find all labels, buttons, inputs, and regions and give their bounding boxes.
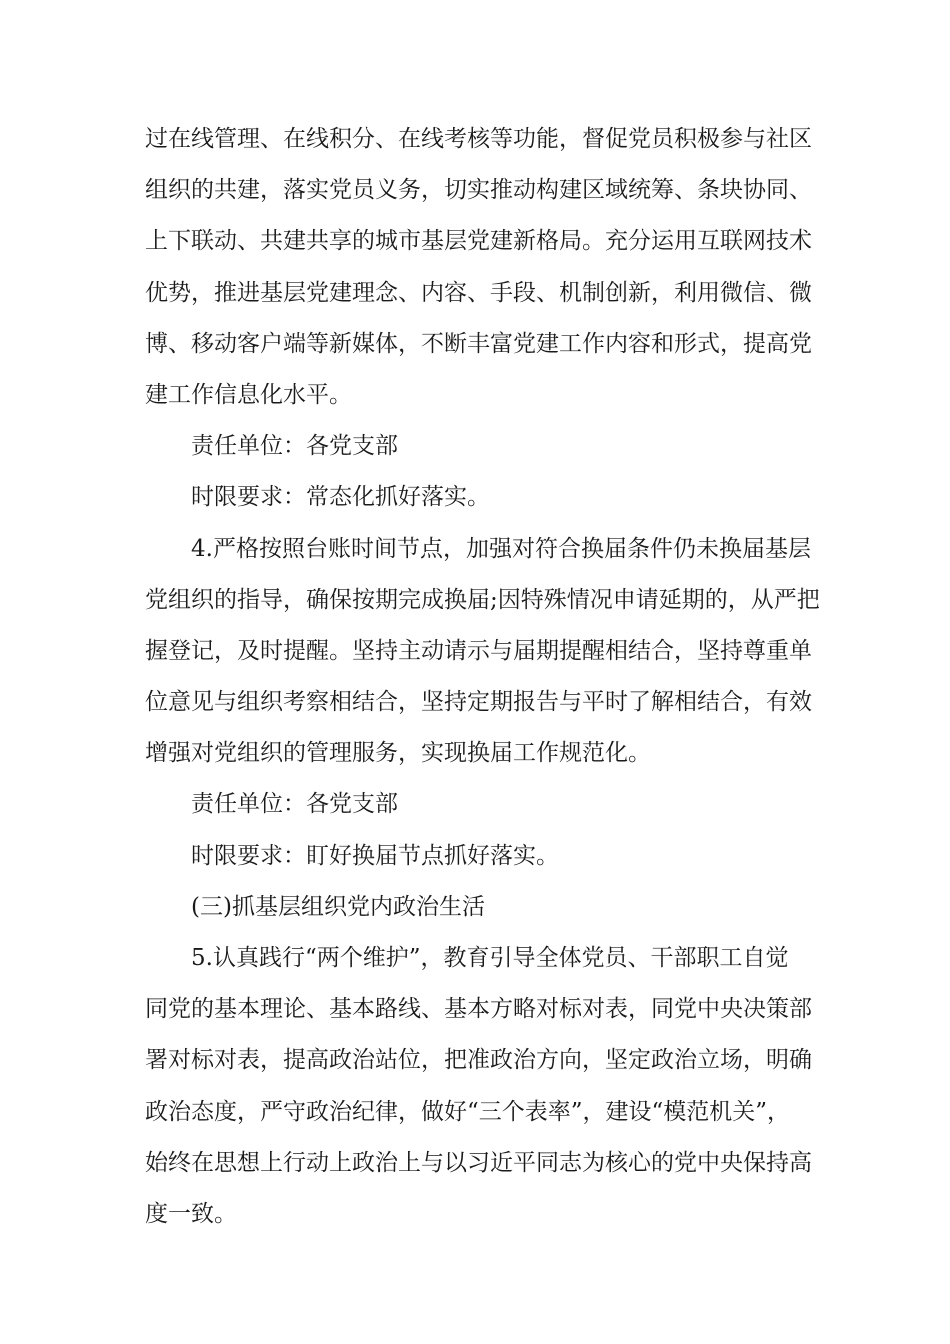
deadline-line: 时限要求：常态化抓好落实。 <box>191 484 490 511</box>
paragraph-line: 建工作信息化水平。 <box>145 381 352 408</box>
section-heading: (三)抓基层组织党内政治生活 <box>191 893 485 920</box>
paragraph-line: 度一致。 <box>145 1200 237 1227</box>
paragraph-line: 过在线管理、在线积分、在线考核等功能，督促党员积极参与社区 <box>145 126 812 152</box>
paragraph-line: 组织的共建，落实党员义务，切实推动构建区域统筹、条块协同、 <box>145 177 812 204</box>
paragraph-line: 位意见与组织考察相结合，坚持定期报告与平时了解相结合，有效 <box>145 689 812 716</box>
paragraph-line: 4.严格按照台账时间节点，加强对符合换届条件仍未换届基层 <box>191 535 811 562</box>
paragraph-line: 优势，推进基层党建理念、内容、手段、机制创新，利用微信、微 <box>145 279 812 306</box>
responsible-unit-line: 责任单位：各党支部 <box>191 433 398 460</box>
paragraph-line: 政治态度，严守政治纪律，做好“三个表率”，建设“模范机关”， <box>145 1098 791 1125</box>
paragraph-line: 同党的基本理论、基本路线、基本方略对标对表，同党中央决策部 <box>145 996 812 1023</box>
paragraph-line: 增强对党组织的管理服务，实现换届工作规范化。 <box>145 740 651 767</box>
paragraph-line: 5.认真践行“两个维护”，教育引导全体党员、干部职工自觉 <box>191 945 789 971</box>
paragraph-line: 上下联动、共建共享的城市基层党建新格局。充分运用互联网技术 <box>145 228 812 255</box>
paragraph-line: 始终在思想上行动上政治上与以习近平同志为核心的党中央保持高 <box>145 1149 812 1176</box>
document-body <box>145 114 835 1240</box>
paragraph-line: 握登记，及时提醒。坚持主动请示与届期提醒相结合，坚持尊重单 <box>145 637 812 664</box>
paragraph-line: 署对标对表，提高政治站位，把准政治方向，坚定政治立场，明确 <box>145 1047 812 1074</box>
paragraph-line: 博、移动客户端等新媒体，不断丰富党建工作内容和形式，提高党 <box>145 330 812 357</box>
paragraph-line: 党组织的指导，确保按期完成换届;因特殊情况申请延期的，从严把 <box>145 586 820 613</box>
responsible-unit-line: 责任单位：各党支部 <box>191 791 398 818</box>
deadline-line: 时限要求：盯好换届节点抓好落实。 <box>191 842 559 869</box>
